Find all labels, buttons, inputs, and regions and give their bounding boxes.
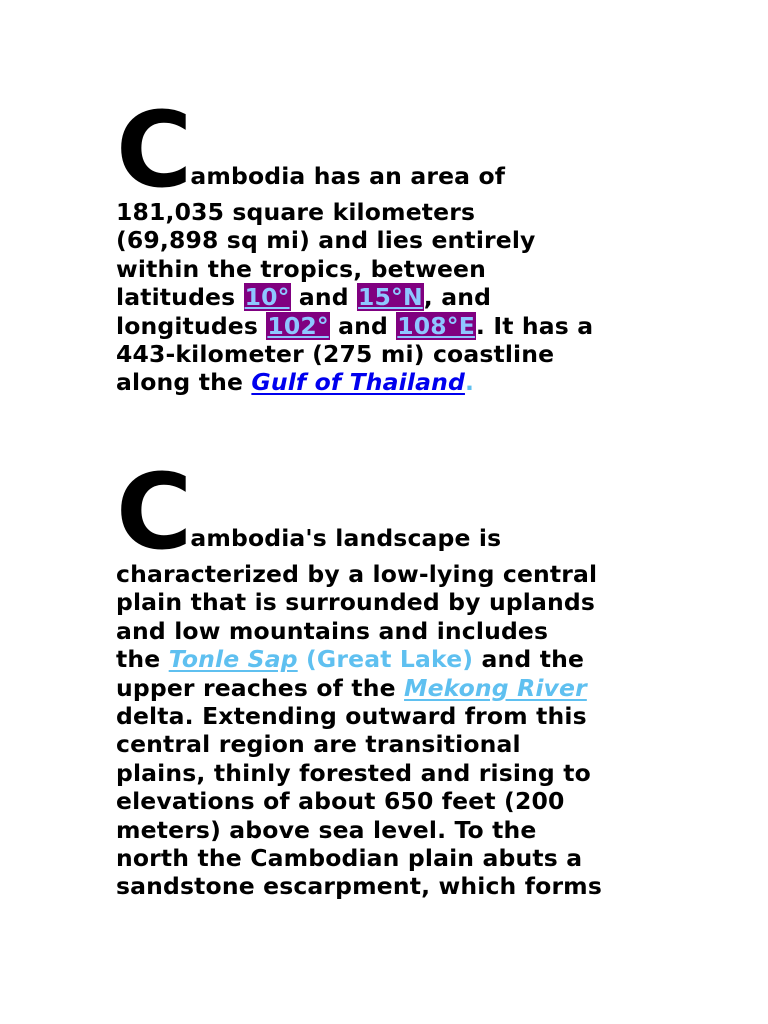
- text-segment: and: [329, 311, 397, 340]
- paragraph-area: [116, 89, 656, 397]
- text-segment: , and: [423, 283, 492, 312]
- text-segment: upper reaches of the: [116, 673, 405, 702]
- tonle-sap-link[interactable]: Tonle Sap: [168, 645, 298, 674]
- latitude-10-link[interactable]: 10°: [244, 283, 290, 312]
- text-line: [116, 674, 656, 702]
- text-line: [116, 283, 656, 311]
- text-line: north the Cambodian plain abuts a: [116, 844, 583, 873]
- text-line: [116, 312, 656, 340]
- first-line: [116, 89, 656, 211]
- text-segment: (Great Lake): [297, 645, 474, 674]
- text-line: 181,035 square kilometers: [116, 198, 476, 226]
- text-segment: .: [464, 368, 475, 397]
- latitude-15n-link[interactable]: 15°N: [358, 283, 423, 312]
- text-line: delta. Extending outward from this: [116, 702, 587, 731]
- gulf-of-thailand-link[interactable]: Gulf of Thailand: [251, 368, 465, 397]
- text-line: meters) above sea level. To the: [116, 815, 537, 844]
- text-segment: the: [116, 645, 169, 674]
- lead-text: ambodia has an area of: [190, 162, 506, 190]
- text-line: plain that is surrounded by uplands: [116, 588, 596, 617]
- text-line: elevations of about 650 feet (200: [116, 787, 565, 816]
- paragraph-body: [116, 560, 656, 901]
- text-line: (69,898 sq mi) and lies entirely: [116, 226, 536, 255]
- text-line: characterized by a low-lying central: [116, 560, 598, 588]
- text-line: [116, 645, 656, 673]
- text-line: 443-kilometer (275 mi) coastline: [116, 340, 555, 369]
- text-line: central region are transitional: [116, 730, 521, 759]
- text-segment: . It has a: [475, 311, 594, 340]
- drop-cap: C: [116, 89, 191, 211]
- text-segment: along the: [116, 368, 252, 397]
- mekong-river-link[interactable]: Mekong River: [404, 673, 587, 702]
- text-segment: and the: [473, 645, 585, 674]
- text-line: [116, 368, 656, 396]
- lead-text: ambodia's landscape is: [190, 524, 502, 552]
- longitude-108e-link[interactable]: 108°E: [397, 311, 475, 340]
- first-line: [116, 451, 656, 573]
- text-segment: and: [290, 283, 358, 312]
- paragraph-landscape: [116, 451, 656, 901]
- paragraph-body: [116, 198, 656, 397]
- longitude-102-link[interactable]: 102°: [267, 311, 329, 340]
- text-line: sandstone escarpment, which forms: [116, 872, 602, 901]
- text-line: and low mountains and includes: [116, 616, 549, 645]
- text-line: plains, thinly forested and rising to: [116, 758, 591, 787]
- text-line: within the tropics, between: [116, 254, 487, 283]
- text-segment: longitudes: [116, 311, 267, 340]
- drop-cap: C: [116, 451, 191, 573]
- text-segment: latitudes: [116, 283, 244, 312]
